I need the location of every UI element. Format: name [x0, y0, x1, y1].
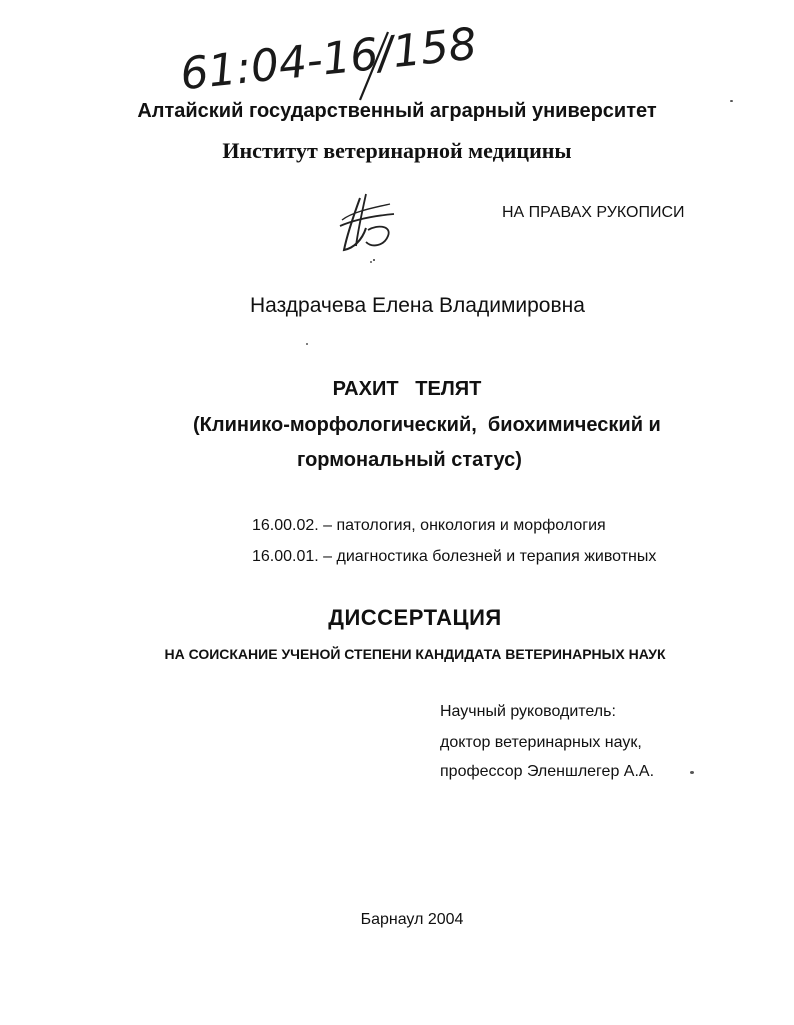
- document-type: ДИССЕРТАЦИЯ: [328, 605, 502, 630]
- manuscript-rights: НА ПРАВАХ РУКОПИСИ: [502, 204, 685, 221]
- thesis-title-line3: гормональный статус): [297, 449, 522, 471]
- scan-speck: [690, 771, 694, 774]
- institute-name: Институт ветеринарной медицины: [222, 138, 572, 163]
- scan-speck: [370, 261, 372, 263]
- supervisor-degree: доктор ветеринарных наук,: [440, 734, 642, 751]
- thesis-title-line1: РАХИТ ТЕЛЯТ: [332, 378, 482, 400]
- scan-speck: [730, 100, 733, 102]
- specialty-1: 16.00.02. – патология, онкология и морфология: [252, 517, 606, 534]
- archive-number-handwritten: [178, 12, 488, 102]
- author-name: Наздрачева Елена Владимировна: [250, 294, 585, 317]
- supervisor-label: Научный руководитель:: [440, 703, 616, 720]
- scan-speck: [306, 343, 308, 345]
- city-year: Барнаул 2004: [360, 911, 464, 928]
- supervisor-name: профессор Эленшлегер А.А.: [440, 763, 655, 780]
- thesis-title-line2: (Клинико-морфологический, биохимический и: [193, 414, 661, 436]
- archive-number-text: 61:04-16/158: [178, 18, 480, 101]
- signature-icon: [332, 190, 407, 265]
- university-name: Алтайский государственный аграрный университет: [137, 100, 657, 122]
- specialty-2: 16.00.01. – диагностика болезней и терапия животных: [252, 548, 657, 565]
- degree-statement: НА СОИСКАНИЕ УЧЕНОЙ СТЕПЕНИ КАНДИДАТА ВЕТЕРИНАРНЫХ НАУК: [164, 646, 666, 662]
